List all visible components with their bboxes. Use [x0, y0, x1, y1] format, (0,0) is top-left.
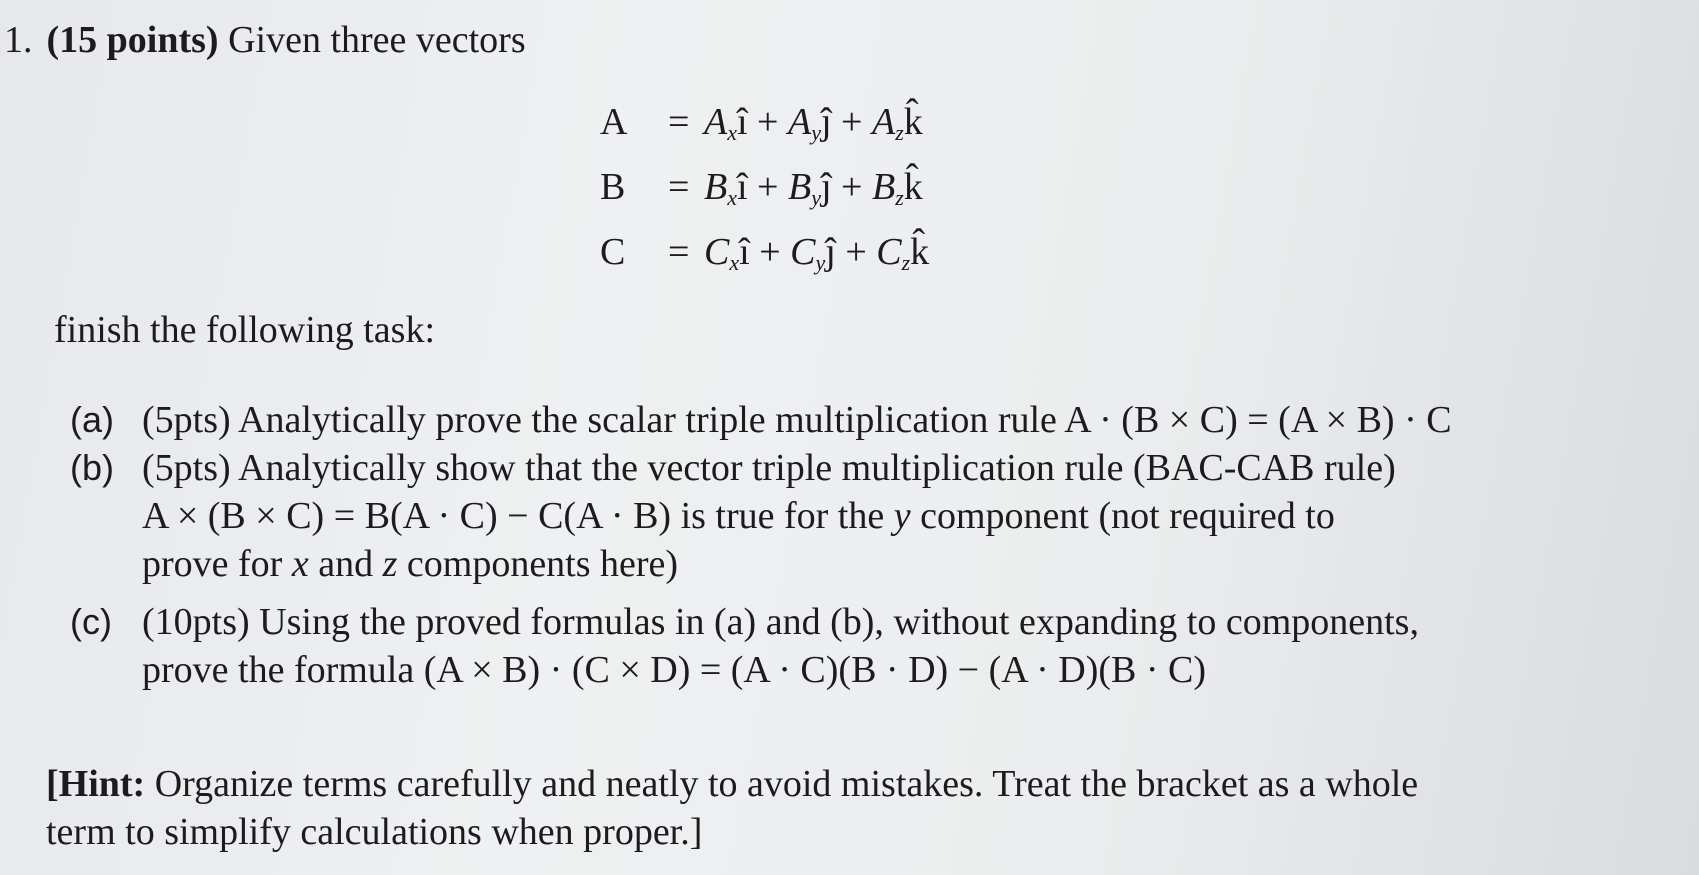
task-b	[70, 444, 1630, 588]
component-subscript: z	[895, 185, 904, 210]
equals-sign: =	[668, 166, 690, 208]
equation-lhs: C	[600, 231, 626, 273]
component-subscript: z	[901, 250, 911, 275]
component-subscript: x	[729, 250, 740, 275]
equation-lhs: A	[600, 101, 628, 143]
equals-sign: =	[668, 231, 690, 273]
unit-vector: ĵ	[820, 166, 832, 208]
equation-row-a	[600, 100, 929, 165]
unit-vector: î	[736, 166, 748, 208]
task-a	[70, 396, 1630, 444]
plus-operator: +	[747, 166, 788, 208]
equation-lhs: B	[600, 166, 626, 208]
equation-row-c	[600, 230, 929, 295]
task-a-body	[142, 396, 1630, 444]
equation-row-b	[600, 165, 929, 230]
problem-points: (15 points)	[46, 19, 219, 61]
hint-text: Organize terms carefully and neatly to avoid mistakes. Treat the bracket as a whole	[145, 763, 1419, 805]
component-symbol: C	[876, 231, 902, 273]
component-symbol: C	[704, 231, 730, 273]
math-variable-z: z	[382, 543, 398, 585]
unit-vector: î	[739, 231, 750, 273]
component-symbol: B	[787, 166, 812, 208]
task-b-line-1: (5pts) Analytically show that the vector triple multiplication rule (BAC-CAB rule)	[142, 447, 1396, 489]
task-a-line-1: (5pts) Analytically prove the scalar triple multiplication rule A · (B × C) = (A × B) · C	[142, 399, 1452, 441]
unit-vector: ĵ	[825, 231, 836, 273]
task-b-line-3-start: prove for	[142, 543, 292, 585]
task-b-line-3-mid: and	[308, 543, 383, 585]
problem-number: 1.	[4, 19, 33, 61]
component-symbol: B	[871, 166, 896, 208]
hint-line-1	[46, 760, 1418, 808]
task-a-label: (a)	[70, 399, 114, 440]
component-subscript: x	[727, 185, 737, 210]
component-subscript: y	[811, 185, 821, 210]
equation-rhs	[704, 165, 923, 211]
task-b-line-2	[142, 492, 1630, 540]
math-variable-y: y	[893, 495, 911, 537]
unit-vector: ĵ	[820, 101, 832, 143]
unit-vector: k̂	[910, 231, 930, 273]
component-symbol: B	[704, 166, 728, 208]
component-symbol: A	[871, 101, 896, 143]
plus-operator: +	[835, 231, 877, 273]
plus-operator: +	[749, 231, 791, 273]
hint-block	[46, 760, 1418, 856]
problem-heading	[4, 18, 526, 62]
component-subscript: x	[727, 120, 737, 145]
component-subscript: z	[895, 120, 904, 145]
math-variable-x: x	[291, 543, 309, 585]
task-intro: finish the following task:	[54, 309, 436, 351]
component-symbol: A	[704, 101, 728, 143]
task-c-label: (c)	[70, 601, 112, 642]
equals-sign: =	[668, 101, 690, 143]
equation-rhs	[704, 230, 929, 276]
task-b-line-2-start: A × (B × C) = B(A · C) − C(A · B) is true for the	[142, 495, 894, 537]
task-c	[70, 598, 1630, 694]
task-b-line-3	[142, 540, 1630, 588]
component-symbol: A	[787, 101, 812, 143]
component-symbol: C	[790, 231, 816, 273]
equation-rhs	[704, 100, 923, 146]
task-c-line-2: prove the formula (A × B) · (C × D) = (A · C)(B · D) − (A · D)(B · C)	[142, 649, 1207, 691]
unit-vector: k̂	[903, 101, 923, 143]
component-subscript: y	[815, 250, 826, 275]
problem-heading-text: Given three vectors	[228, 19, 526, 61]
plus-operator: +	[831, 166, 872, 208]
plus-operator: +	[747, 101, 788, 143]
unit-vector: k̂	[903, 166, 923, 208]
component-subscript: y	[811, 120, 821, 145]
plus-operator: +	[831, 101, 872, 143]
task-b-body	[142, 444, 1630, 588]
vector-equations	[600, 100, 929, 295]
task-b-label: (b)	[70, 447, 114, 488]
task-b-line-3-end: components here)	[397, 543, 679, 585]
task-b-line-2-end: component (not required to	[910, 495, 1335, 537]
hint-label: [Hint:	[46, 763, 146, 805]
hint-line-2: term to simplify calculations when proper.]	[46, 811, 703, 853]
task-c-line-1: (10pts) Using the proved formulas in (a) and (b), without expanding to components,	[142, 601, 1419, 643]
task-c-body	[142, 598, 1630, 694]
unit-vector: î	[736, 101, 748, 143]
